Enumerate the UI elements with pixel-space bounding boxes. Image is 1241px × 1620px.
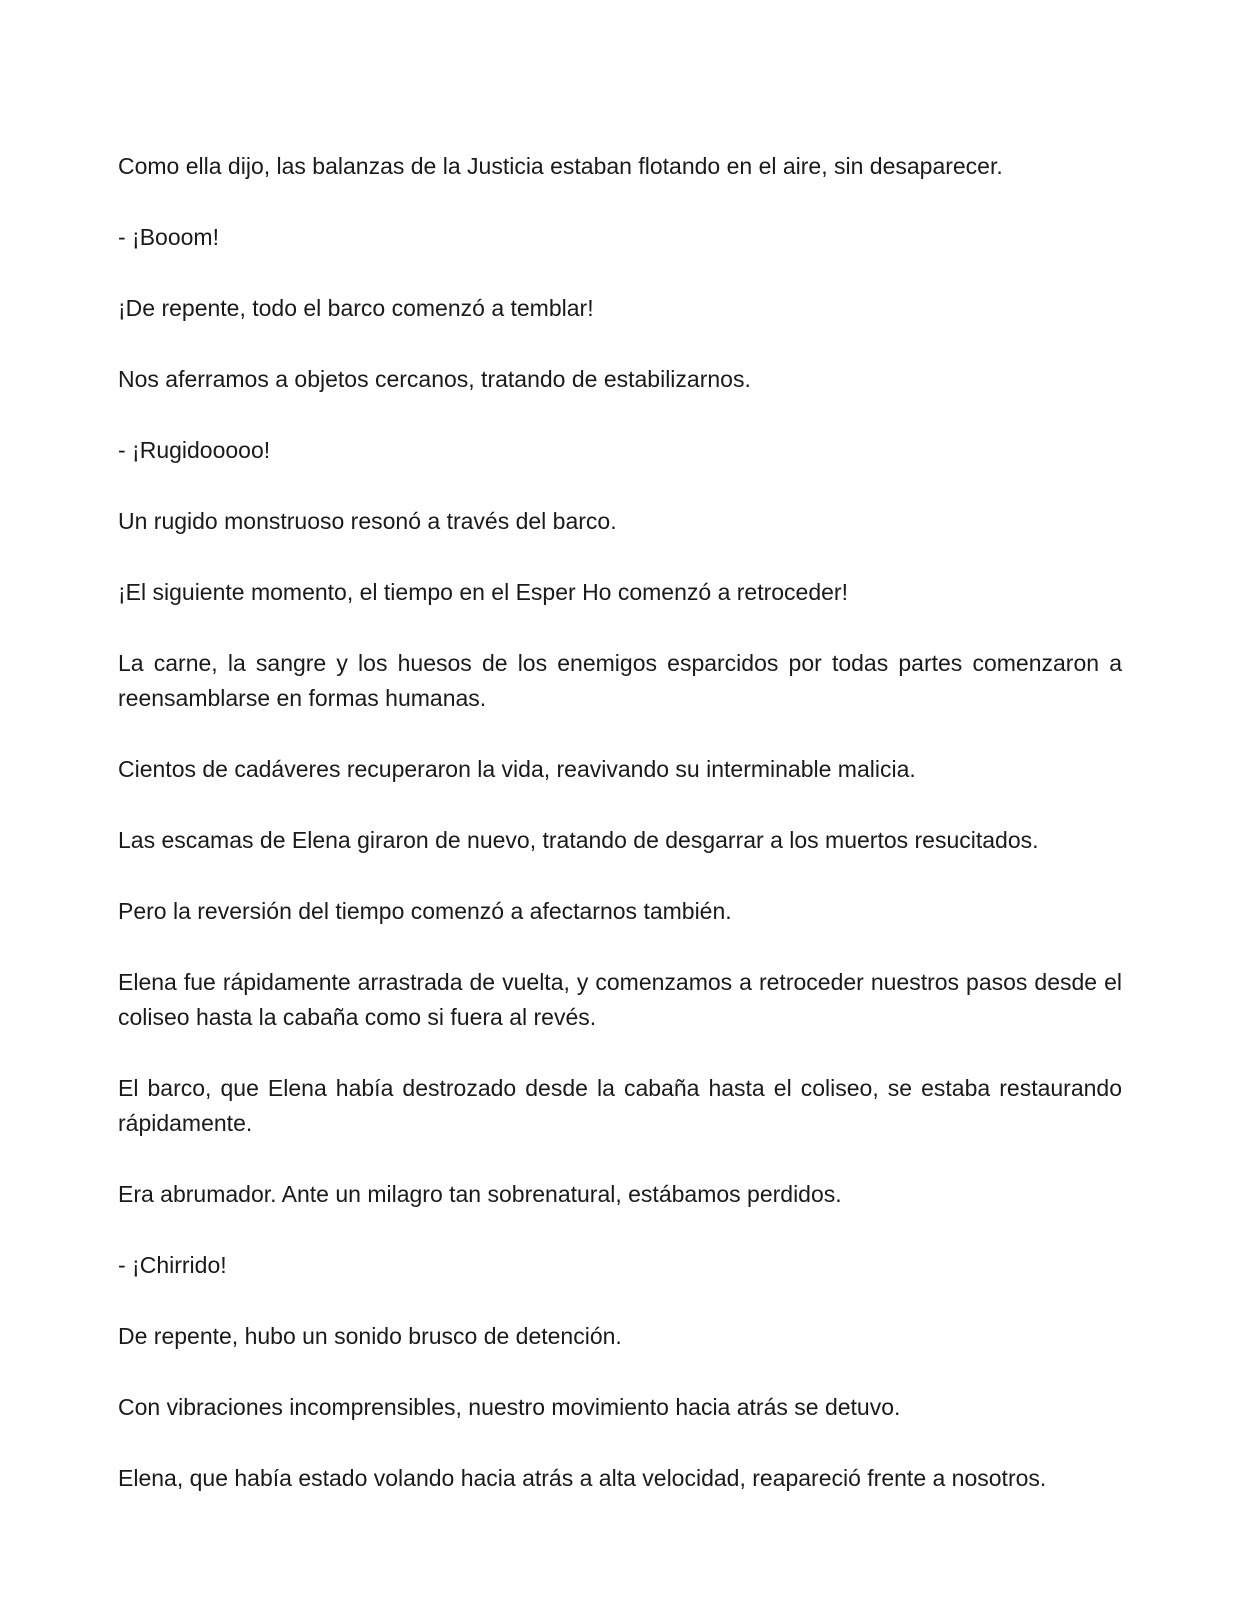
paragraph: La carne, la sangre y los huesos de los enemigos esparcidos por todas partes comenzaron a reensamblarse en formas humanas. [118, 650, 1122, 711]
paragraph: Nos aferramos a objetos cercanos, tratando de estabilizarnos. [118, 366, 751, 392]
paragraph: Un rugido monstruoso resonó a través del barco. [118, 508, 617, 534]
paragraph: Las escamas de Elena giraron de nuevo, tratando de desgarrar a los muertos resucitados. [118, 827, 1039, 853]
document-body [118, 149, 1122, 1496]
paragraph: El barco, que Elena había destrozado desde la cabaña hasta el coliseo, se estaba restaurando rápidamente. [118, 1075, 1122, 1136]
paragraph: De repente, hubo un sonido brusco de detención. [118, 1323, 622, 1349]
paragraph: Con vibraciones incomprensibles, nuestro movimiento hacia atrás se detuvo. [118, 1394, 901, 1420]
paragraph: - ¡Chirrido! [118, 1252, 227, 1278]
paragraph: - ¡Rugidooooo! [118, 437, 271, 463]
paragraph: Pero la reversión del tiempo comenzó a afectarnos también. [118, 898, 732, 924]
paragraph: Como ella dijo, las balanzas de la Justicia estaban flotando en el aire, sin desaparecer. [118, 153, 1003, 179]
paragraph: Cientos de cadáveres recuperaron la vida, reavivando su interminable malicia. [118, 756, 916, 782]
paragraph: ¡El siguiente momento, el tiempo en el Esper Ho comenzó a retroceder! [118, 579, 848, 605]
paragraph: Elena fue rápidamente arrastrada de vuelta, y comenzamos a retroceder nuestros pasos desde el coliseo hasta la cabaña como si fuera al revés. [118, 969, 1122, 1030]
paragraph: - ¡Booom! [118, 224, 219, 250]
paragraph: Elena, que había estado volando hacia atrás a alta velocidad, reapareció frente a nosotros. [118, 1465, 1047, 1491]
paragraph: Era abrumador. Ante un milagro tan sobrenatural, estábamos perdidos. [118, 1181, 842, 1207]
paragraph: ¡De repente, todo el barco comenzó a temblar! [118, 295, 594, 321]
